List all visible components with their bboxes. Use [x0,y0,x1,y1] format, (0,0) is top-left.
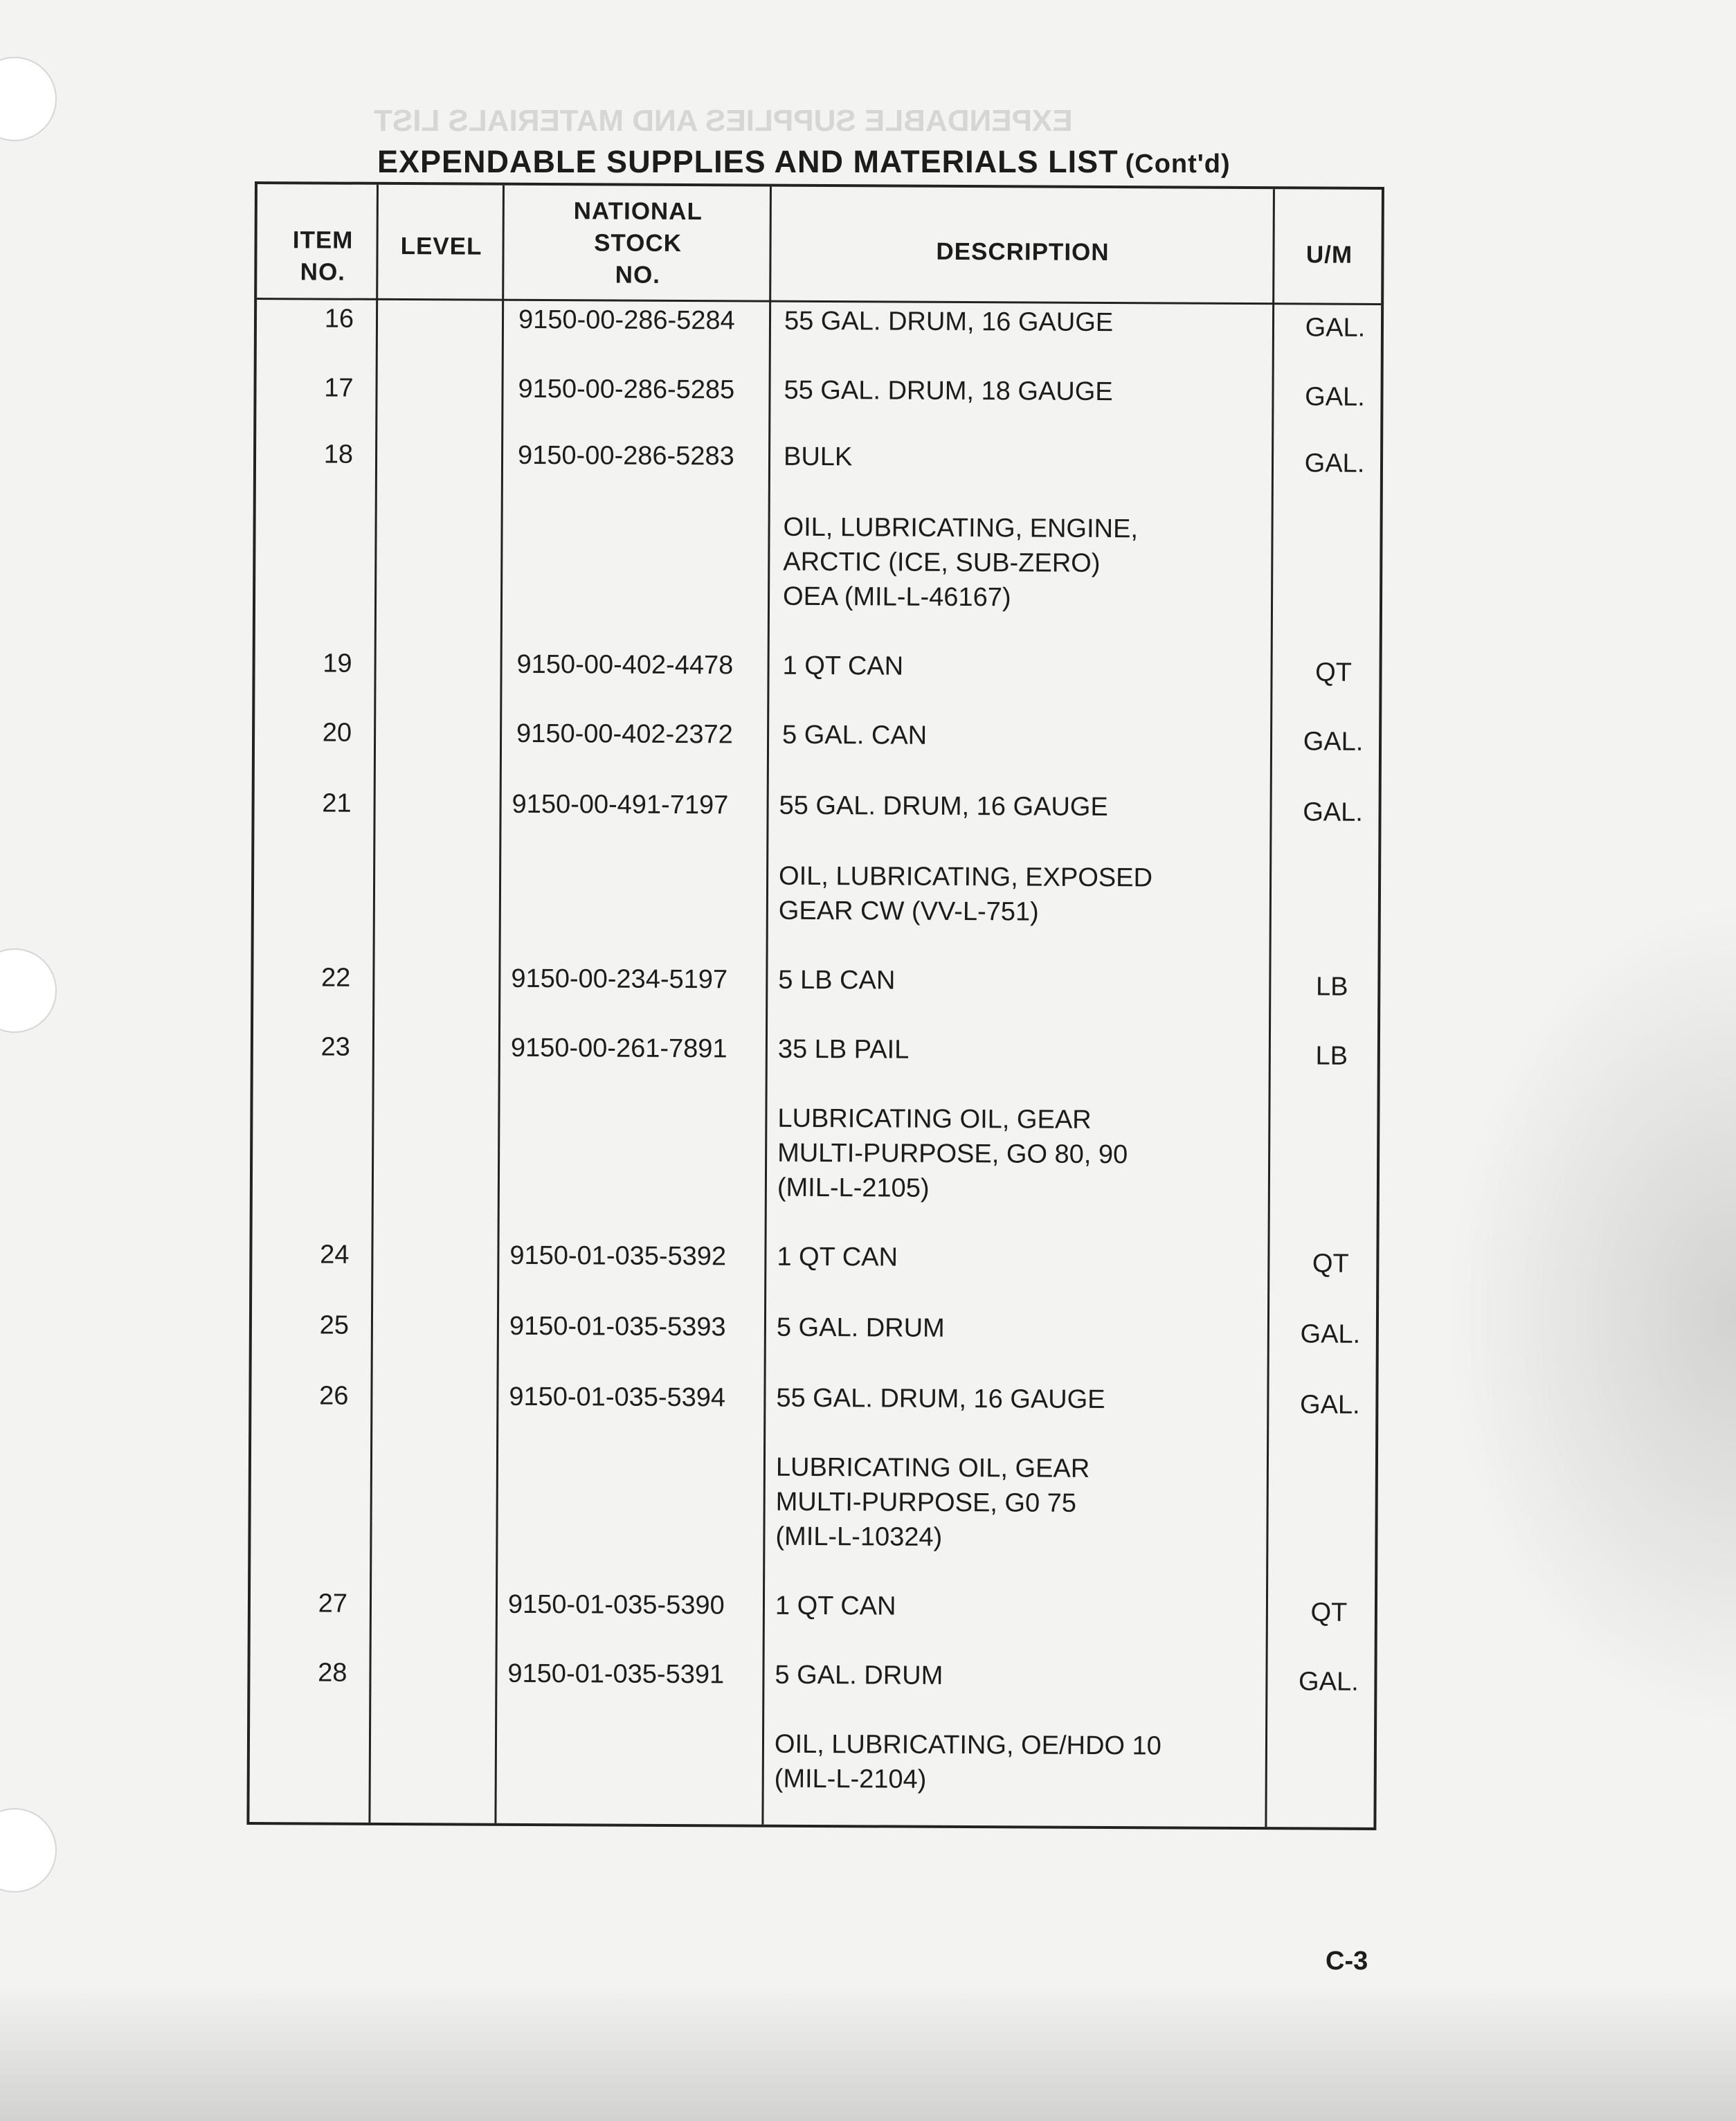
description: BULK [783,442,853,472]
unit-of-measure: QT [1310,1598,1348,1627]
unit-of-measure: LB [1315,972,1348,1002]
national-stock-number: 9150-00-491-7197 [512,789,729,820]
description: OIL, LUBRICATING, EXPOSED [779,861,1153,893]
page-number: C-3 [1326,1947,1368,1976]
description: 1 QT CAN [775,1591,896,1621]
description: MULTI-PURPOSE, G0 75 [775,1487,1077,1518]
unit-of-measure: GAL. [1299,1667,1359,1697]
description: MULTI-PURPOSE, GO 80, 90 [777,1138,1128,1170]
header-um [1277,239,1381,271]
description: OIL, LUBRICATING, ENGINE, [783,512,1139,544]
description: (MIL-L-2104) [774,1764,927,1794]
national-stock-number: 9150-01-035-5391 [507,1659,725,1690]
description: LUBRICATING OIL, GEAR [775,1452,1090,1483]
description: 5 LB CAN [778,965,896,995]
description: (MIL-L-2105) [777,1173,930,1203]
header-um-text: U/M [1305,241,1353,269]
national-stock-number: 9150-01-035-5394 [509,1382,726,1413]
scan-shadow [1445,900,1736,1731]
description: (MIL-L-10324) [775,1522,943,1552]
description: 1 QT CAN [782,651,904,681]
header-national-stock-no [506,195,770,292]
description: 55 GAL. DRUM, 16 GAUGE [776,1383,1105,1415]
scan-shadow-bottom [0,1983,1736,2121]
item-number: 19 [323,649,352,678]
item-number: 22 [320,963,351,993]
national-stock-number: 9150-01-035-5392 [509,1240,727,1272]
national-stock-number: 9150-00-234-5197 [511,964,728,995]
description: GEAR CW (VV-L-751) [778,896,1039,927]
item-number: 17 [324,373,354,403]
national-stock-number: 9150-00-286-5284 [518,305,735,336]
description: 55 GAL. DRUM, 18 GAUGE [784,375,1113,407]
item-number: 18 [323,440,354,469]
unit-of-measure: GAL. [1305,313,1366,343]
page-title [377,144,1231,180]
national-stock-number: 9150-00-286-5285 [518,374,735,405]
description: ARCTIC (ICE, SUB-ZERO) [783,547,1101,578]
column-rule [368,185,379,1823]
header-item-no [284,224,361,289]
column-rule [1265,189,1275,1827]
national-stock-number: 9150-00-402-2372 [516,719,733,750]
description: OEA (MIL-L-46167) [782,581,1011,613]
header-nsn-line2: STOCK [594,229,682,258]
unit-of-measure: QT [1315,658,1353,687]
title-text: EXPENDABLE SUPPLIES AND MATERIALS LIST [377,144,1119,179]
item-number: 24 [320,1240,350,1270]
national-stock-number: 9150-01-035-5393 [509,1311,726,1342]
item-number: 27 [318,1589,348,1618]
national-stock-number: 9150-00-286-5283 [517,440,734,471]
bleed-through-title: EXPENDABLE SUPPLIES AND MATERIALS LIST [374,104,1073,138]
national-stock-number: 9150-00-261-7891 [510,1033,727,1064]
header-description-text: DESCRIPTION [936,237,1110,267]
description: 35 LB PAIL [777,1034,910,1065]
unit-of-measure: GAL. [1304,449,1365,478]
unit-of-measure: QT [1312,1249,1349,1279]
item-number: 28 [318,1658,347,1688]
header-item-line1: ITEM [292,226,354,254]
item-number: 16 [324,304,354,334]
unit-of-measure: GAL. [1300,1319,1361,1349]
item-number: 20 [322,718,352,748]
binder-hole-top [0,57,57,141]
description: 1 QT CAN [777,1242,898,1272]
header-description [773,235,1272,270]
unit-of-measure: GAL. [1303,727,1364,757]
description: 55 GAL. DRUM, 16 GAUGE [779,791,1108,822]
header-level [380,231,502,263]
unit-of-measure: GAL. [1305,382,1365,412]
unit-of-measure: LB [1315,1041,1348,1071]
item-number: 25 [319,1310,350,1340]
description: 5 GAL. DRUM [776,1312,945,1343]
binder-hole-middle [0,948,57,1033]
header-level-text: LEVEL [400,233,482,260]
item-number: 23 [320,1032,350,1062]
description: 5 GAL. DRUM [775,1660,943,1690]
unit-of-measure: GAL. [1303,797,1363,827]
item-number: 26 [319,1381,349,1411]
national-stock-number: 9150-01-035-5390 [507,1589,725,1621]
header-nsn-line1: NATIONAL [573,197,703,226]
description: 55 GAL. DRUM, 16 GAUGE [784,306,1114,338]
header-item-line2: NO. [300,258,346,286]
column-rule [761,187,772,1825]
title-suffix: (Cont'd) [1125,150,1231,179]
description: LUBRICATING OIL, GEAR [777,1103,1092,1135]
unit-of-measure: GAL. [1299,1390,1360,1420]
supplies-table [246,181,1384,1830]
column-rule [494,186,505,1823]
item-number: 21 [322,788,352,818]
binder-hole-bottom [0,1808,57,1893]
description: 5 GAL. CAN [781,720,928,750]
header-nsn-line3: NO. [615,261,661,289]
national-stock-number: 9150-00-402-4478 [516,649,734,680]
description: OIL, LUBRICATING, OE/HDO 10 [774,1729,1161,1761]
